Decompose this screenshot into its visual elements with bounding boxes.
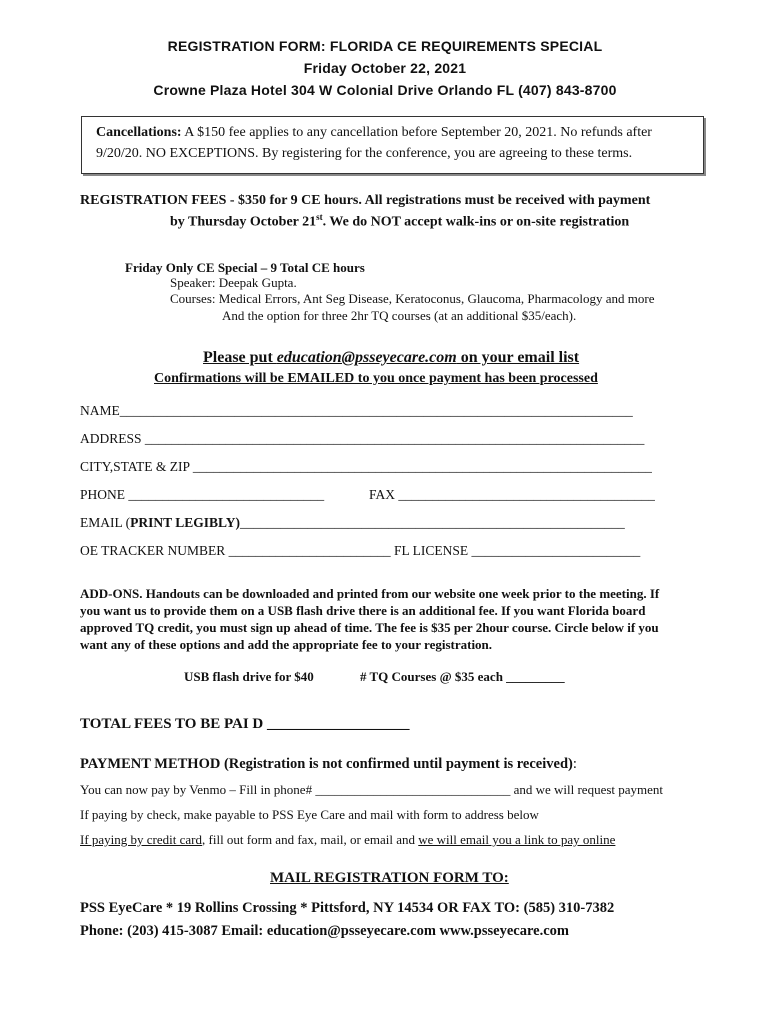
- payment-method-colon: :: [572, 756, 577, 772]
- payment-method-heading: PAYMENT METHOD (Registration is not confirmed until payment is received): [80, 756, 573, 772]
- addons-line-1: ADD-ONS. Handouts can be downloaded and printed from our website one week prior to the meeting. If: [80, 586, 660, 601]
- form-title: REGISTRATION FORM: FLORIDA CE REQUIREMENTS SPECIAL: [167, 38, 603, 54]
- event-date: Friday October 22, 2021: [303, 60, 467, 76]
- credit-card-instructions: [80, 832, 615, 848]
- usb-option[interactable]: USB flash drive for $40: [184, 669, 314, 684]
- email-field-line[interactable]: _________________________________________________________: [240, 515, 625, 530]
- cancellation-box: [81, 116, 704, 174]
- fees-deadline: by Thursday October 21: [170, 214, 317, 230]
- contact-info: Phone: (203) 415-3087 Email: education@psseyecare.com www.psseyecare.com: [80, 923, 569, 939]
- tq-courses-option[interactable]: # TQ Courses @ $35 each _________: [360, 669, 565, 684]
- payment-method-title: [80, 756, 577, 773]
- total-fees-field[interactable]: TOTAL FEES TO BE PAI D ___________________: [80, 716, 410, 732]
- addons-line-2: you want us to provide them on a USB flash drive there is an additional fee. If you want Florida board: [80, 603, 646, 618]
- fees-line-1: REGISTRATION FEES - $350 for 9 CE hours. All registrations must be received with payment: [80, 193, 651, 208]
- cancellation-line-1: [96, 125, 652, 141]
- credit-card-text: , fill out form and fax, mail, or email and: [202, 832, 419, 847]
- email-notice-address[interactable]: education@psseyecare.com: [276, 349, 457, 366]
- email-notice-pre: Please put: [203, 349, 277, 366]
- event-venue: Crowne Plaza Hotel 304 W Colonial Drive Orlando FL (407) 843-8700: [153, 82, 617, 98]
- email-field-label: EMAIL (: [80, 515, 131, 530]
- mail-section-title: MAIL REGISTRATION FORM TO:: [270, 870, 509, 886]
- email-notice-post: on your email list: [456, 349, 580, 366]
- addons-line-3: approved TQ credit, you must sign up ahead of time. The fee is $35 per 2hour course. Circle below if you: [80, 620, 659, 635]
- special-courses: Courses: Medical Errors, Ant Seg Disease, Keratoconus, Glaucoma, Pharmacology and more: [170, 291, 655, 306]
- oe-tracker-license-field[interactable]: OE TRACKER NUMBER ________________________ FL LICENSE _________________________: [80, 543, 641, 558]
- pay-online-link[interactable]: we will email you a link to pay online: [418, 832, 616, 847]
- city-state-zip-field[interactable]: CITY,STATE & ZIP ____________________________________________________________________: [80, 459, 652, 474]
- cancellation-line-2: 9/20/20. NO EXCEPTIONS. By registering for the conference, you are agreeing to these terms.: [96, 146, 633, 161]
- check-instructions: If paying by check, make payable to PSS Eye Care and mail with form to address below: [80, 807, 539, 822]
- special-option: And the option for three 2hr TQ courses (at an additional $35/each).: [222, 308, 577, 323]
- fees-policy: . We do NOT accept walk-ins or on-site registration: [322, 214, 630, 230]
- cancellation-text-1: A $150 fee applies to any cancellation before September 20, 2021. No refunds after: [181, 125, 652, 140]
- address-field[interactable]: ADDRESS __________________________________________________________________________: [80, 431, 645, 446]
- credit-card-link[interactable]: If paying by credit card: [80, 832, 203, 847]
- name-field[interactable]: NAME____________________________________________________________________________: [80, 403, 633, 418]
- special-speaker: Speaker: Deepak Gupta.: [170, 275, 297, 290]
- addons-line-4: want any of these options and add the appropriate fee to your registration.: [80, 637, 493, 652]
- phone-field[interactable]: PHONE _____________________________: [80, 487, 325, 502]
- email-notice: [203, 349, 579, 367]
- confirmation-notice: Confirmations will be EMAILED to you once payment has been processed: [154, 371, 598, 386]
- mail-address: PSS EyeCare * 19 Rollins Crossing * Pittsford, NY 14534 OR FAX TO: (585) 310-7382: [80, 900, 615, 916]
- cancellation-label: Cancellations:: [96, 125, 182, 140]
- email-field[interactable]: [80, 515, 625, 531]
- fees-line-2: [170, 212, 629, 231]
- special-title: Friday Only CE Special – 9 Total CE hours: [125, 260, 365, 275]
- venmo-instructions[interactable]: You can now pay by Venmo – Fill in phone# ______________________________ and we will request payment: [80, 782, 664, 797]
- fax-field[interactable]: FAX ______________________________________: [369, 487, 655, 502]
- fees-deadline-suffix: st: [316, 212, 323, 222]
- email-field-note: PRINT LEGIBLY): [130, 515, 241, 530]
